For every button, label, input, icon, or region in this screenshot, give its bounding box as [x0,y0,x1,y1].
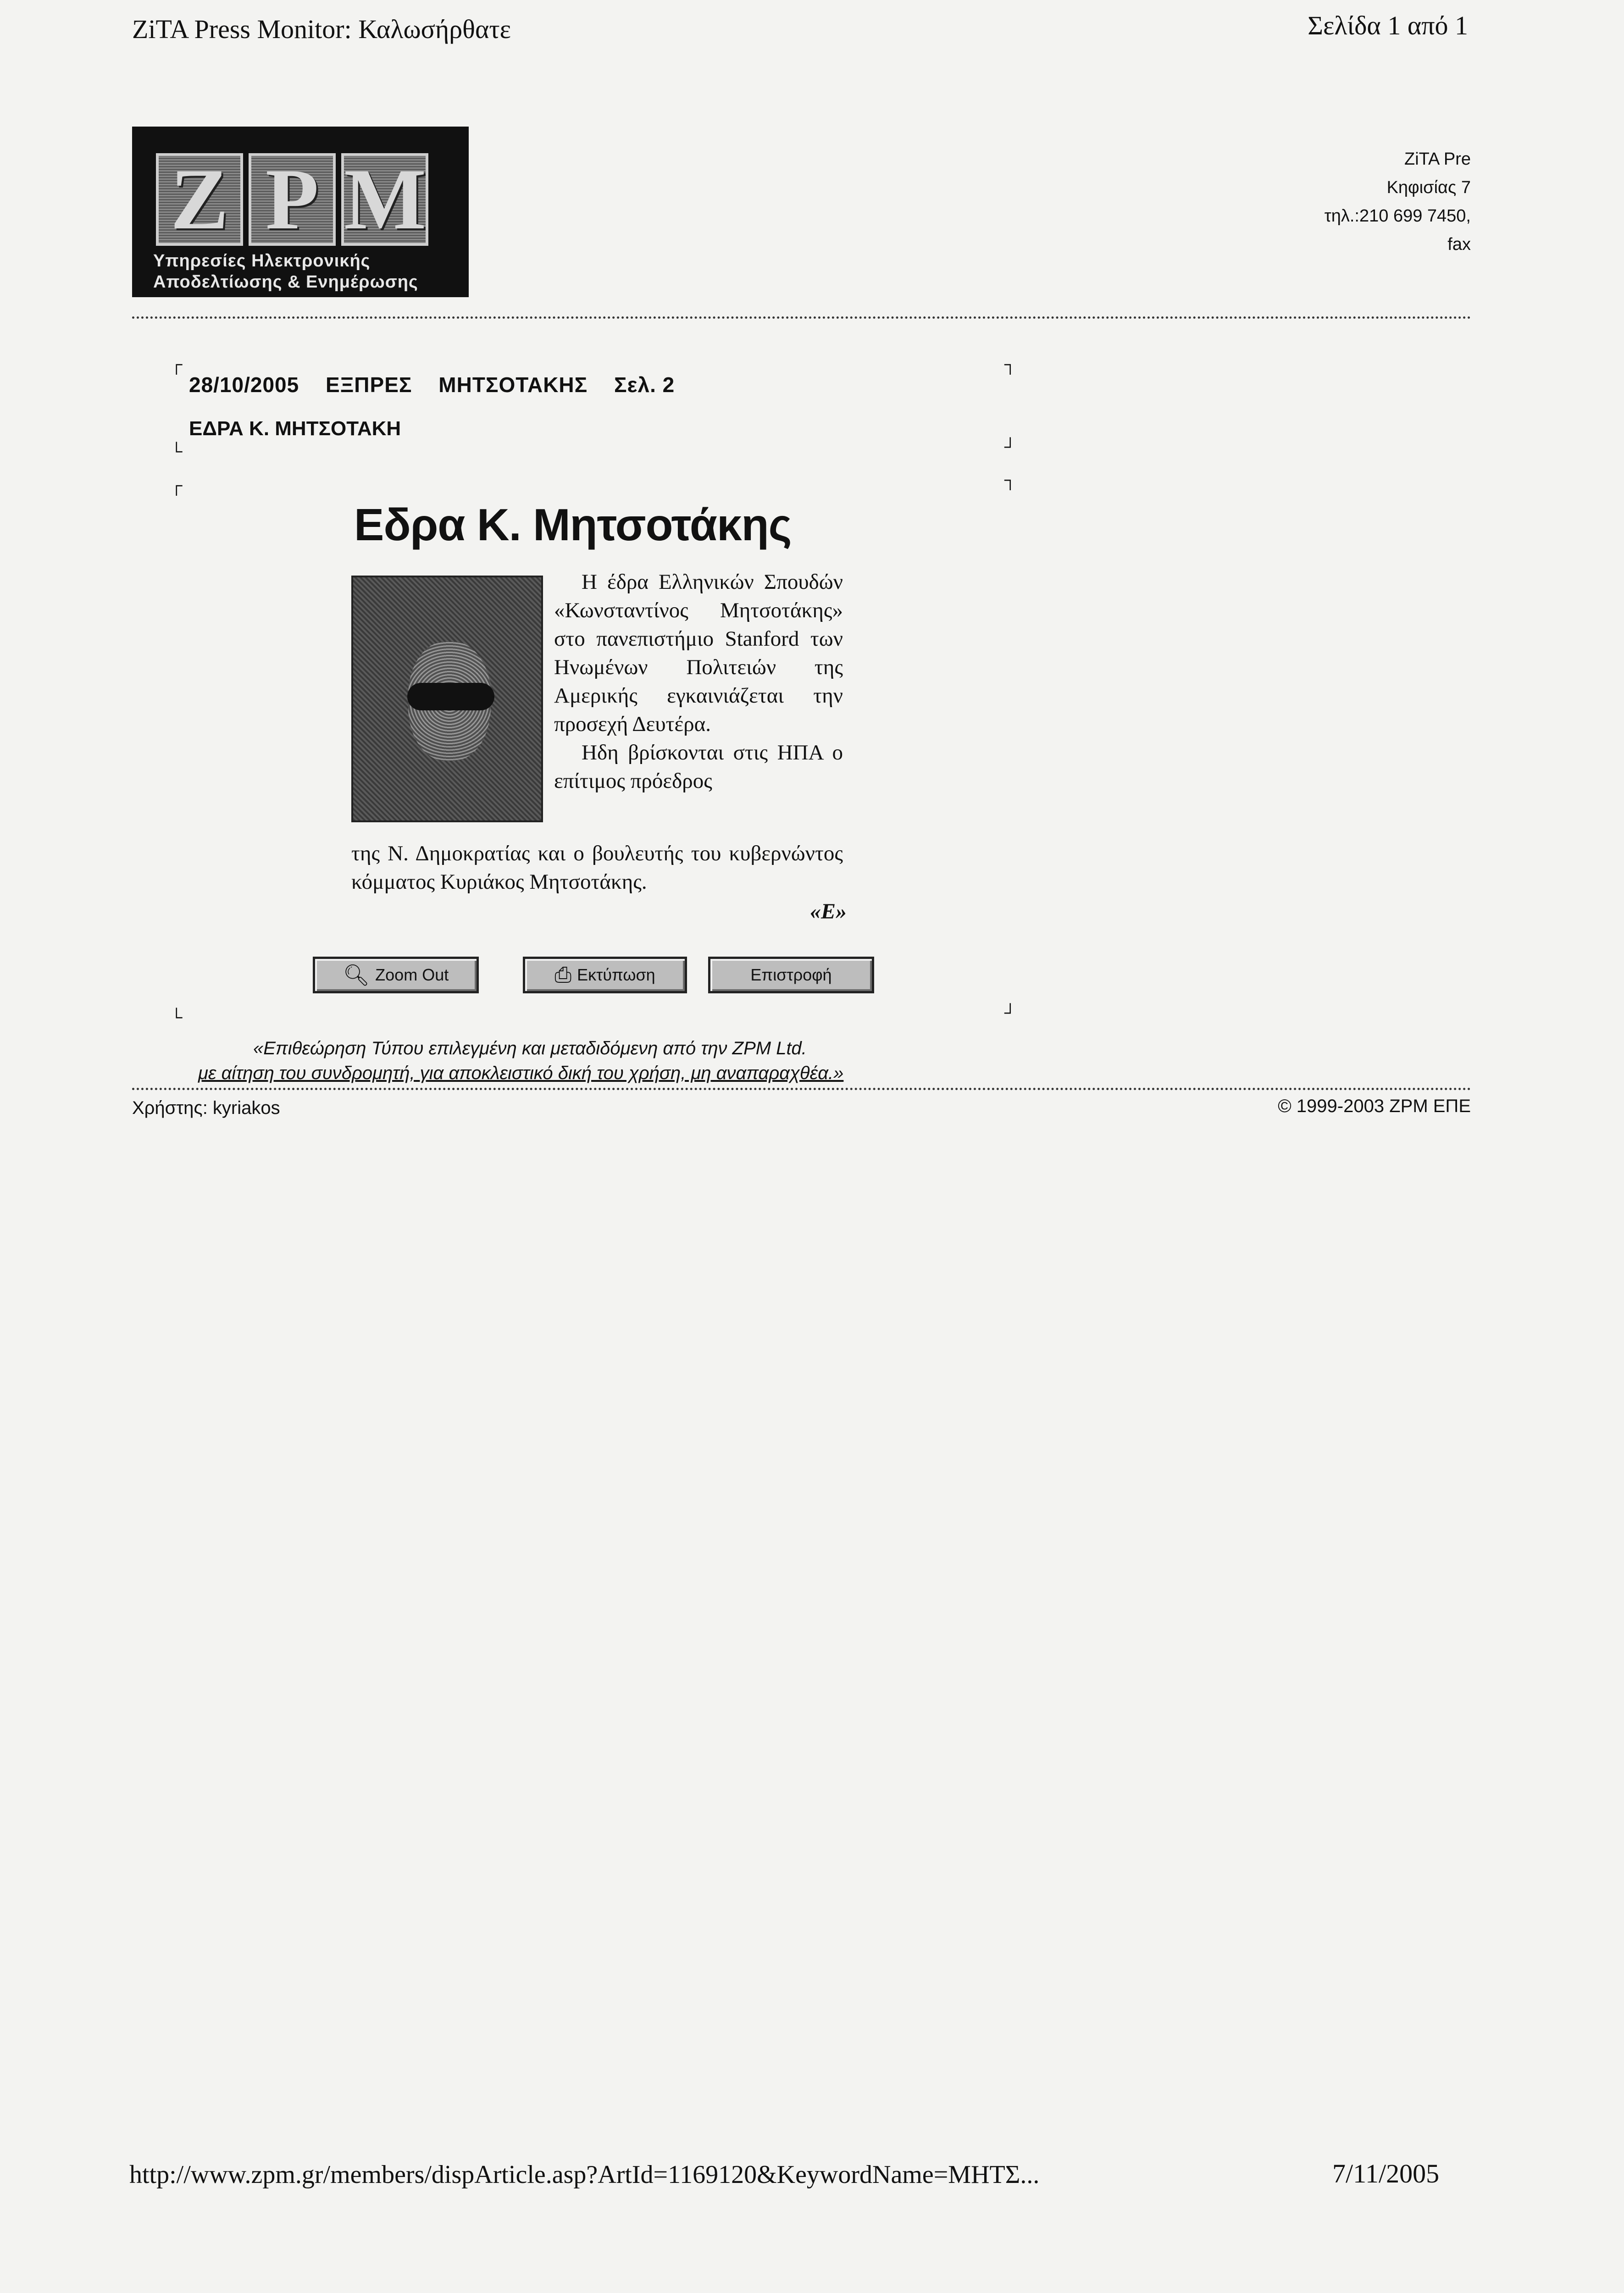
clip-subject: ΕΔΡΑ Κ. ΜΗΤΣΟΤΑΚΗ [189,417,401,440]
article-signoff: «Ε» [810,899,847,924]
logo-letter-p: P [249,153,336,246]
zoom-out-label: Zoom Out [375,965,449,984]
corner-mark-bottom-left: └ [171,1008,183,1026]
corner-mark-article-top-left: ┌ [171,476,183,494]
disclaimer-line-2: με αίτηση του συνδρομητή, για αποκλειστικό δική του χρήση, μη αναπαραχθέα.» [198,1063,844,1083]
corner-mark-article-top-right: ┐ [1004,470,1016,489]
clip-page: Σελ. 2 [614,373,675,397]
logo-letter-m: M [341,153,428,246]
clip-date: 28/10/2005 [189,373,299,397]
disclaimer-line-1: «Επιθεώρηση Τύπου επιλεγμένη και μεταδιδόμενη από την ZPM Ltd. [253,1038,807,1058]
company-address: Κηφισίας 7 [1386,178,1471,197]
magnifier-icon: 🔍︎ [343,963,370,987]
company-info [1196,145,1471,259]
corner-mark-top-right: ┐ [1004,354,1016,373]
copyright-text: © 1999-2003 ZPM ΕΠΕ [1278,1096,1471,1116]
logo-tagline-1: Υπηρεσίες Ηλεκτρονικής [153,251,371,271]
print-footer-url: http://www.zpm.gr/members/dispArticle.asp?ArtId=1169120&KeywordName=ΜΗΤΣ... [129,2160,1040,2189]
corner-mark-top-left: ┌ [171,354,183,373]
footer-divider [132,1088,1471,1090]
corner-mark-mid-left: └ [171,442,183,460]
zoom-out-button[interactable] [313,957,479,993]
company-name: ZiTA Pre [1404,150,1471,169]
company-phone: τηλ.:210 699 7450, [1324,206,1471,226]
print-header-title: ZiTA Press Monitor: Καλωσήρθατε [132,14,511,44]
article-paragraph-2a: Ηδη βρίσκονται στις ΗΠΑ ο επίτιμος πρόεδρος [554,741,843,793]
portrait-photo [351,576,543,822]
printer-icon: ⎙ [554,963,572,986]
header-divider [132,316,1471,319]
article-body [554,568,843,795]
clip-keyword: ΜΗΤΣΟΤΑΚΗΣ [438,373,588,397]
portrait-glasses [407,683,494,710]
back-button[interactable] [708,957,874,993]
article-paragraph-1: Η έδρα Ελληνικών Σπουδών «Κωνσταντίνος Μητσοτάκης» στο πανεπιστήμιο Stanford των Ηνωμένων Πολιτειών της Αμερικής εγκαινιάζεται την προσεχή Δευτέρα. [554,570,843,736]
logo-letter-z: Z [156,153,243,246]
print-footer-date: 7/11/2005 [1332,2159,1440,2188]
logo-letters [156,153,428,246]
logo-tagline-2: Αποδελτίωσης & Ενημέρωσης [153,272,418,292]
clip-source: ΕΞΠΡΕΣ [326,373,412,397]
article-paragraph-2b: της Ν. Δημοκρατίας και ο βουλευτής του κυβερνώντος κόμματος Κυριάκος Μητσοτάκης. [351,842,843,894]
corner-mark-bottom-right: ┘ [1004,1003,1016,1022]
company-fax: fax [1447,235,1471,254]
zpm-logo[interactable] [132,127,469,297]
article-headline: Εδρα Κ. Μητσοτάκης [354,499,792,550]
back-label: Επιστροφή [750,965,832,984]
print-header-page: Σελίδα 1 από 1 [1308,11,1468,40]
print-label: Εκτύπωση [577,965,655,984]
corner-mark-mid-right: ┘ [1004,437,1016,456]
clip-meta [189,372,695,397]
user-label: Χρήστης: kyriakos [132,1098,280,1118]
print-button[interactable] [523,957,687,993]
